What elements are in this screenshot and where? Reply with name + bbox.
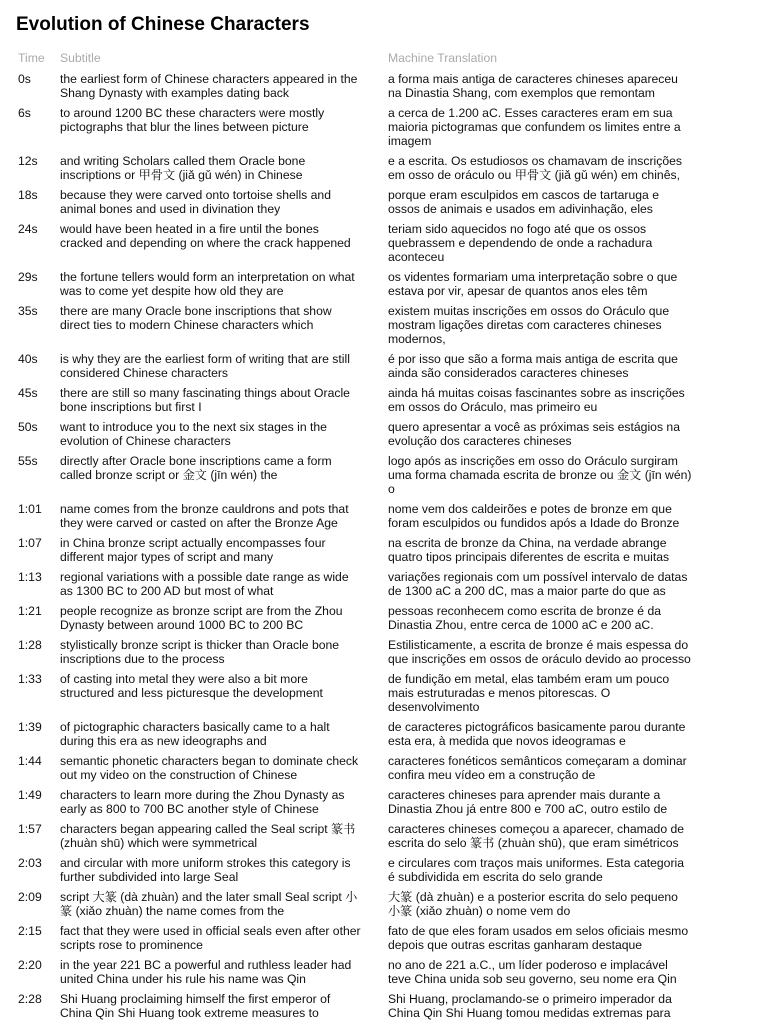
row-time: 1:49 (18, 788, 42, 802)
row-subtitle: of casting into metal they were also a bit more structured and less picturesque the development (60, 672, 323, 700)
row-subtitle: is why they are the earliest form of writing that are still considered Chinese characters (60, 352, 350, 380)
table-row (18, 352, 760, 380)
row-time: 6s (18, 106, 31, 120)
column-header-time: Time (18, 51, 45, 65)
row-time: 40s (18, 352, 38, 366)
page-title: Evolution of Chinese Characters (16, 14, 310, 35)
row-translation: fato de que eles foram usados em selos oficiais mesmo depois que outras escritas ganharam destaque (388, 924, 689, 952)
row-subtitle: stylistically bronze script is thicker than Oracle bone inscriptions due to the process (60, 638, 340, 666)
row-translation: caracteres chineses começou a aparecer, chamado de escrita do selo 篆书 (zhuàn shū), que eram simétricos (388, 822, 685, 850)
row-translation: e circulares com traços mais uniformes. Esta categoria é subdividida em escrita do selo grande (388, 856, 684, 884)
row-time: 1:13 (18, 570, 42, 584)
row-time: 2:15 (18, 924, 42, 938)
table-row (18, 788, 760, 816)
table-row (18, 992, 760, 1020)
table-row (18, 72, 760, 100)
row-translation: teriam sido aquecidos no fogo até que os ossos quebrassem e dependendo de onde a rachadura aconteceu (388, 222, 653, 264)
row-time: 1:21 (18, 604, 42, 618)
row-translation: variações regionais com um possível intervalo de datas de 1300 aC a 200 dC, mas a maior parte do que as (388, 570, 688, 598)
row-translation: logo após as inscrições em osso do Oráculo surgiram uma forma chamada escrita de bronze ou 金文 (jīn wén) o (388, 454, 692, 496)
row-time: 18s (18, 188, 38, 202)
table-row (18, 106, 760, 148)
row-time: 55s (18, 454, 38, 468)
row-translation: na escrita de bronze da China, na verdade abrange quatro tipos principais diferentes de escrita e muitas (388, 536, 670, 564)
row-time: 1:33 (18, 672, 42, 686)
row-subtitle: the earliest form of Chinese characters appeared in the Shang Dynasty with examples dating back (60, 72, 358, 100)
row-subtitle: script 大篆 (dà zhuàn) and the later small Seal script 小 篆 (xiǎo zhuàn) the name comes from the (60, 890, 358, 918)
row-subtitle: there are many Oracle bone inscriptions that show direct ties to modern Chinese characters which (60, 304, 332, 332)
table-row (18, 386, 760, 414)
table-row (18, 638, 760, 666)
row-time: 1:44 (18, 754, 42, 768)
row-time: 1:57 (18, 822, 42, 836)
table-row (18, 222, 760, 264)
row-subtitle: characters to learn more during the Zhou Dynasty as early as 800 to 700 BC another style of Chinese (60, 788, 345, 816)
row-translation: nome vem dos caldeirões e potes de bronze em que foram esculpidos ou fundidos após a Idade do Bronze (388, 502, 680, 530)
row-translation: quero apresentar a você as próximas seis estágios na evolução dos caracteres chineses (388, 420, 680, 448)
row-translation: de fundição em metal, elas também eram um pouco mais estruturadas e menos pitorescas. O desenvolvimento (388, 672, 670, 714)
row-subtitle: would have been heated in a fire until the bones cracked and depending on where the crack happened (60, 222, 351, 250)
row-subtitle: semantic phonetic characters began to dominate check out my video on the construction of Chinese (60, 754, 359, 782)
row-translation: os videntes formariam uma interpretação sobre o que estava por vir, apesar de quantos anos eles têm (388, 270, 678, 298)
row-translation: pessoas reconhecem como escrita de bronze é da Dinastia Zhou, entre cerca de 1000 aC e 200 aC. (388, 604, 662, 632)
table-row (18, 188, 760, 216)
row-subtitle: the fortune tellers would form an interpretation on what was to come yet despite how old they are (60, 270, 355, 298)
row-time: 1:01 (18, 502, 42, 516)
row-translation: Estilisticamente, a escrita de bronze é mais espessa do que inscrições em ossos de oráculo devido ao processo (388, 638, 691, 666)
table-row (18, 304, 760, 346)
row-translation: caracteres chineses para aprender mais durante a Dinastia Zhou já entre 800 e 700 aC, outro estilo de (388, 788, 668, 816)
row-translation: é por isso que são a forma mais antiga de escrita que ainda são considerados caracteres chineses (388, 352, 678, 380)
table-row (18, 420, 760, 448)
row-subtitle: of pictographic characters basically came to a halt during this era as new ideographs and (60, 720, 330, 748)
row-translation: caracteres fonéticos semânticos começaram a dominar confira meu vídeo em a construção de (388, 754, 687, 782)
subtitle-table (18, 51, 760, 1026)
table-row (18, 454, 760, 496)
row-subtitle: directly after Oracle bone inscriptions came a form called bronze script or 金文 (jīn wén) the (60, 454, 332, 482)
row-subtitle: want to introduce you to the next six stages in the evolution of Chinese characters (60, 420, 327, 448)
column-header-translation: Machine Translation (388, 51, 498, 65)
row-time: 1:28 (18, 638, 42, 652)
row-subtitle: name comes from the bronze cauldrons and pots that they were carved or casted on after the Bronze Age (60, 502, 349, 530)
row-time: 12s (18, 154, 38, 168)
row-time: 2:03 (18, 856, 42, 870)
row-time: 2:09 (18, 890, 42, 904)
row-translation: existem muitas inscrições em ossos do Oráculo que mostram ligações diretas com caracteres chineses modernos, (388, 304, 670, 346)
table-row (18, 672, 760, 714)
table-body (18, 72, 760, 1020)
row-subtitle: fact that they were used in official seals even after other scripts rose to prominence (60, 924, 361, 952)
row-translation: no ano de 221 a.C., um líder poderoso e implacável teve China unida sob seu governo, seu nome era Qin (388, 958, 677, 986)
row-subtitle: and writing Scholars called them Oracle bone inscriptions or 甲骨文 (jiǎ gǔ wén) in Chinese (60, 154, 306, 182)
row-time: 35s (18, 304, 38, 318)
row-subtitle: people recognize as bronze script are from the Zhou Dynasty between around 1000 BC to 200 BC (60, 604, 343, 632)
table-row (18, 924, 760, 952)
row-translation: a cerca de 1.200 aC. Esses caracteres eram em sua maioria pictogramas que confundem os limites entre a imagem (388, 106, 681, 148)
row-subtitle: in the year 221 BC a powerful and ruthless leader had united China under his rule his name was Qin (60, 958, 352, 986)
table-row (18, 720, 760, 748)
table-row (18, 502, 760, 530)
row-subtitle: Shi Huang proclaiming himself the first emperor of China Qin Shi Huang took extreme measures to (60, 992, 331, 1020)
row-subtitle: in China bronze script actually encompasses four different major types of script and many (60, 536, 326, 564)
table-row (18, 958, 760, 986)
row-time: 2:28 (18, 992, 42, 1006)
row-subtitle: regional variations with a possible date range as wide as 1300 BC to 200 AD but most of what (60, 570, 349, 598)
row-translation: Shi Huang, proclamando-se o primeiro imperador da China Qin Shi Huang tomou medidas extremas para (388, 992, 672, 1020)
row-time: 50s (18, 420, 38, 434)
row-time: 1:39 (18, 720, 42, 734)
column-header-subtitle: Subtitle (60, 51, 101, 65)
row-time: 24s (18, 222, 38, 236)
row-translation: porque eram esculpidos em cascos de tartaruga e ossos de animais e usados em adivinhação, eles (388, 188, 659, 216)
table-row (18, 270, 760, 298)
row-time: 1:07 (18, 536, 42, 550)
row-time: 29s (18, 270, 38, 284)
row-translation: ainda há muitas coisas fascinantes sobre as inscrições em ossos do Oráculo, mas primeiro eu (388, 386, 685, 414)
row-subtitle: and circular with more uniform strokes this category is further subdivided into large Seal (60, 856, 351, 884)
table-row (18, 154, 760, 182)
table-row (18, 856, 760, 884)
table-row (18, 536, 760, 564)
row-time: 45s (18, 386, 38, 400)
row-subtitle: there are still so many fascinating things about Oracle bone inscriptions but first I (60, 386, 350, 414)
table-row (18, 604, 760, 632)
table-row (18, 822, 760, 850)
row-time: 0s (18, 72, 31, 86)
row-subtitle: characters began appearing called the Seal script 篆书 (zhuàn shū) which were symmetrical (60, 822, 356, 850)
table-header (18, 51, 760, 65)
row-translation: 大篆 (dà zhuàn) e a posterior escrita do selo pequeno 小篆 (xiǎo zhuàn) o nome vem do (388, 890, 678, 918)
table-row (18, 754, 760, 782)
row-subtitle: because they were carved onto tortoise shells and animal bones and used in divination they (60, 188, 331, 216)
row-translation: a forma mais antiga de caracteres chineses apareceu na Dinastia Shang, com exemplos que remontam (388, 72, 678, 100)
row-translation: e a escrita. Os estudiosos os chamavam de inscrições em osso de oráculo ou 甲骨文 (jiǎ gǔ wén) em chinês, (388, 154, 682, 182)
row-translation: de caracteres pictográficos basicamente parou durante esta era, à medida que novos ideogramas e (388, 720, 686, 748)
table-row (18, 570, 760, 598)
table-row (18, 890, 760, 918)
row-time: 2:20 (18, 958, 42, 972)
row-subtitle: to around 1200 BC these characters were mostly pictographs that blur the lines between picture (60, 106, 325, 134)
